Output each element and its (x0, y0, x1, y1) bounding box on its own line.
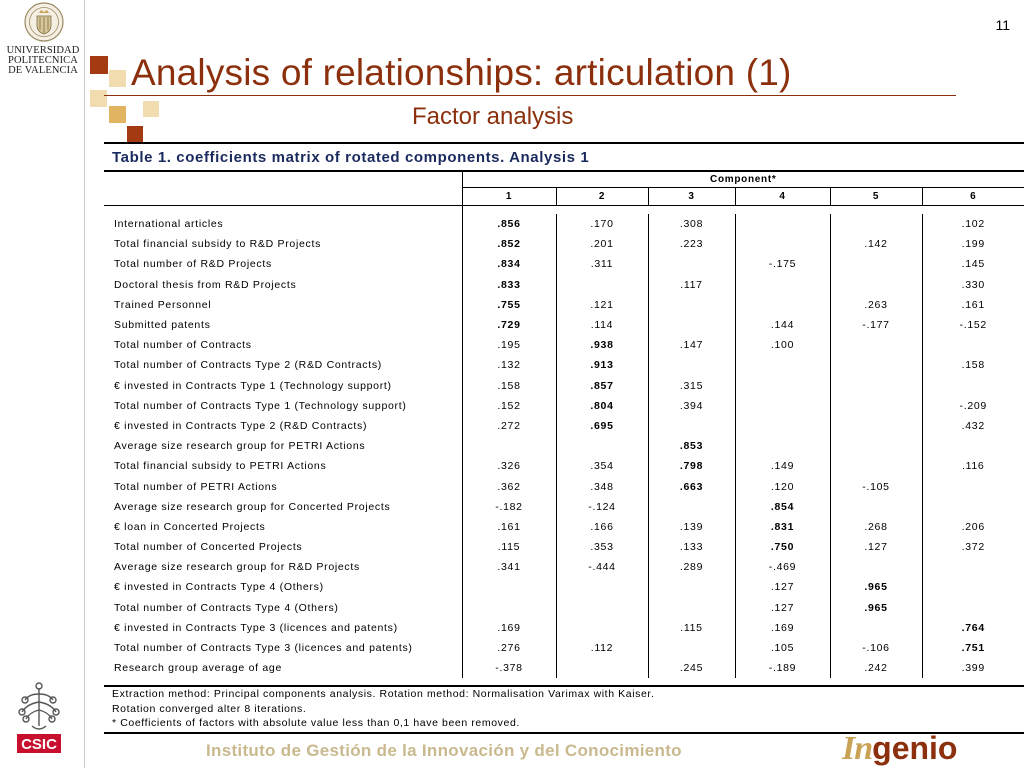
coefficient-cell (735, 436, 830, 456)
coefficient-cell (556, 618, 648, 638)
component-header: Component* (462, 171, 1024, 188)
coefficient-cell (556, 275, 648, 295)
coefficient-cell: .965 (830, 577, 922, 597)
coefficient-cell (830, 456, 922, 476)
csic-logo-icon (12, 680, 66, 756)
coefficient-cell: .115 (462, 537, 556, 557)
row-label: Total number of Contracts (114, 339, 252, 352)
coefficient-cell: -.444 (556, 557, 648, 577)
row-label: International articles (114, 218, 224, 231)
coefficient-cell: .102 (922, 214, 1024, 234)
row-label: Submitted patents (114, 319, 211, 332)
coefficient-cell (922, 476, 1024, 496)
coefficient-cell: .853 (648, 436, 735, 456)
coefficient-cell: .353 (556, 537, 648, 557)
ingenio-logo (842, 730, 957, 768)
coefficient-cell: .432 (922, 416, 1024, 436)
row-label: € invested in Contracts Type 4 (Others) (114, 581, 324, 594)
coefficient-cell (922, 557, 1024, 577)
coefficient-cell: .169 (735, 618, 830, 638)
coefficient-cell: .289 (648, 557, 735, 577)
coefficient-cell (648, 638, 735, 658)
university-name: UNIVERSIDAD POLITECNICA DE VALENCIA (6, 45, 80, 76)
coefficient-cell: .750 (735, 537, 830, 557)
coefficient-cell: .116 (922, 456, 1024, 476)
coefficient-cell (735, 416, 830, 436)
ingenio-logo-prefix: In (842, 730, 873, 767)
coefficient-cell (648, 355, 735, 375)
coefficient-cell: .965 (830, 598, 922, 618)
row-label: Total number of Contracts Type 1 (Technology support) (114, 399, 407, 412)
coefficient-cell (648, 577, 735, 597)
row-label: Doctoral thesis from R&D Projects (114, 278, 297, 291)
coefficient-cell: .315 (648, 376, 735, 396)
coefficient-cell: -.209 (922, 396, 1024, 416)
table-row (104, 638, 1024, 658)
coefficient-cell: -.182 (462, 497, 556, 517)
coefficient-cell (735, 396, 830, 416)
coefficient-cell: .834 (462, 254, 556, 274)
table-top-rule (104, 142, 1024, 144)
coefficient-cell: .127 (830, 537, 922, 557)
title-divider (104, 95, 956, 96)
coefficient-cell: .330 (922, 275, 1024, 295)
coefficient-cell: .326 (462, 456, 556, 476)
coefficient-cell: .399 (922, 658, 1024, 678)
coefficient-cell (556, 658, 648, 678)
coefficient-cell: -.177 (830, 315, 922, 335)
coefficient-cell: .268 (830, 517, 922, 537)
coefficient-cell: .105 (735, 638, 830, 658)
coefficient-cell: .152 (462, 396, 556, 416)
row-label: Total number of Concerted Projects (114, 541, 303, 554)
table-row (104, 214, 1024, 234)
coefficient-cell: .242 (830, 658, 922, 678)
coefficient-cell: -.106 (830, 638, 922, 658)
coefficient-cell (830, 275, 922, 295)
coefficient-cell (462, 436, 556, 456)
coefficient-cell: .114 (556, 315, 648, 335)
coefficient-cell (922, 497, 1024, 517)
column-header: 6 (922, 188, 1024, 206)
row-label: Total financial subsidy to R&D Projects (114, 238, 322, 251)
matrix-body (104, 214, 1024, 678)
upv-seal-icon (24, 2, 64, 42)
table-row (104, 537, 1024, 557)
coefficient-cell: .161 (462, 517, 556, 537)
decorative-square (143, 101, 159, 117)
table-notes (112, 687, 654, 731)
table-caption: Table 1. coefficients matrix of rotated components. Analysis 1 (112, 149, 590, 166)
coefficient-cell: .199 (922, 234, 1024, 254)
row-label: Total number of Contracts Type 3 (licences and patents) (114, 642, 413, 655)
table-row (104, 315, 1024, 335)
table-row (104, 295, 1024, 315)
table-row (104, 416, 1024, 436)
coefficient-cell: .149 (735, 456, 830, 476)
left-sidebar (0, 0, 85, 768)
row-label: € invested in Contracts Type 1 (Technology support) (114, 379, 392, 392)
coefficient-cell: .121 (556, 295, 648, 315)
coefficient-cell: .201 (556, 234, 648, 254)
coefficient-cell: .764 (922, 618, 1024, 638)
coefficient-cell: .852 (462, 234, 556, 254)
coefficient-cell: .394 (648, 396, 735, 416)
coefficient-cell: .663 (648, 476, 735, 496)
note-rotation: Rotation converged alter 8 iterations. (112, 702, 307, 715)
table-row (104, 618, 1024, 638)
coefficient-cell: .938 (556, 335, 648, 355)
coefficient-cell (922, 376, 1024, 396)
coefficient-cell: -.124 (556, 497, 648, 517)
row-label: € invested in Contracts Type 3 (licences and patents) (114, 621, 398, 634)
coefficient-cell: .913 (556, 355, 648, 375)
coefficient-cell: -.105 (830, 476, 922, 496)
coefficient-cell: -.175 (735, 254, 830, 274)
column-header: 5 (830, 188, 922, 206)
row-label: Total number of PETRI Actions (114, 480, 278, 493)
coefficient-cell: .831 (735, 517, 830, 537)
row-label: Total financial subsidy to PETRI Actions (114, 460, 327, 473)
coefficient-cell (556, 577, 648, 597)
coefficient-cell: .120 (735, 476, 830, 496)
table-row (104, 476, 1024, 496)
coefficient-cell (830, 355, 922, 375)
table-row (104, 396, 1024, 416)
coefficient-cell: .195 (462, 335, 556, 355)
coefficient-cell (648, 295, 735, 315)
page-title: Analysis of relationships: articulation (1) (131, 52, 792, 93)
decorative-square (109, 70, 126, 87)
coefficient-cell: .139 (648, 517, 735, 537)
decorative-square (109, 106, 126, 123)
row-label: Total number of Contracts Type 4 (Others) (114, 601, 339, 614)
row-label: Average size research group for Concerted Projects (114, 500, 391, 513)
coefficient-cell (830, 557, 922, 577)
coefficient-cell (830, 436, 922, 456)
coefficient-cell: .362 (462, 476, 556, 496)
csic-label: CSIC (21, 736, 57, 753)
coefficient-cell: .695 (556, 416, 648, 436)
table-row (104, 376, 1024, 396)
table-row (104, 254, 1024, 274)
table-row (104, 456, 1024, 476)
page-subtitle: Factor analysis (412, 103, 574, 130)
coefficient-cell (922, 436, 1024, 456)
coefficient-cell (830, 416, 922, 436)
table-row (104, 234, 1024, 254)
coefficient-cell (735, 295, 830, 315)
coefficient-cell (830, 497, 922, 517)
column-header: 1 (462, 188, 556, 206)
coefficient-cell (462, 598, 556, 618)
table-row (104, 355, 1024, 375)
row-label: € invested in Contracts Type 2 (R&D Contracts) (114, 419, 368, 432)
table-row (104, 497, 1024, 517)
coefficient-cell: -.378 (462, 658, 556, 678)
coefficient-cell (735, 355, 830, 375)
coefficient-cell (922, 577, 1024, 597)
coefficient-cell: .804 (556, 396, 648, 416)
column-header: 2 (556, 188, 648, 206)
coefficient-cell: .115 (648, 618, 735, 638)
table-row (104, 275, 1024, 295)
coefficient-cell: .169 (462, 618, 556, 638)
coefficient-cell: .372 (922, 537, 1024, 557)
coefficient-cell: .729 (462, 315, 556, 335)
decorative-square (127, 126, 143, 142)
coefficient-cell: -.152 (922, 315, 1024, 335)
component-header-row (104, 171, 1024, 188)
coefficient-cell (735, 275, 830, 295)
coefficient-cell (735, 214, 830, 234)
coefficient-cell: .127 (735, 577, 830, 597)
row-label: Average size research group for R&D Projects (114, 561, 360, 574)
coefficient-cell: -.469 (735, 557, 830, 577)
coefficient-cell: .833 (462, 275, 556, 295)
coefficient-cell: .798 (648, 456, 735, 476)
coefficient-cell: .117 (648, 275, 735, 295)
coefficient-cell: .144 (735, 315, 830, 335)
coefficient-cell: .348 (556, 476, 648, 496)
coefficient-cell: .272 (462, 416, 556, 436)
coefficient-cell: .854 (735, 497, 830, 517)
coefficient-cell (830, 214, 922, 234)
coefficient-cell (922, 335, 1024, 355)
table-row (104, 335, 1024, 355)
column-header-row (104, 188, 1024, 206)
coefficient-cell (648, 497, 735, 517)
coefficient-cell (648, 598, 735, 618)
coefficient-cell (648, 315, 735, 335)
coefficient-cell: .223 (648, 234, 735, 254)
coefficient-cell (556, 598, 648, 618)
coefficient-cell: .133 (648, 537, 735, 557)
coefficient-cell: .170 (556, 214, 648, 234)
coefficient-cell: .158 (922, 355, 1024, 375)
coefficient-cell (735, 234, 830, 254)
column-header: 4 (735, 188, 830, 206)
coefficient-cell: .166 (556, 517, 648, 537)
organization-name: Instituto de Gestión de la Innovación y del Conocimiento (206, 741, 682, 760)
table-row (104, 598, 1024, 618)
ingenio-logo-suffix: genio (872, 730, 958, 766)
row-label: Total number of Contracts Type 2 (R&D Contracts) (114, 359, 382, 372)
coefficient-cell: .856 (462, 214, 556, 234)
coefficient-cell: .145 (922, 254, 1024, 274)
coefficient-cell: .311 (556, 254, 648, 274)
coefficient-cell: .751 (922, 638, 1024, 658)
coefficient-cell (462, 577, 556, 597)
coefficient-cell: .127 (735, 598, 830, 618)
coefficient-cell (830, 376, 922, 396)
coefficient-cell: .158 (462, 376, 556, 396)
coefficient-cell (648, 416, 735, 436)
coefficient-cell (830, 335, 922, 355)
coefficient-cell: .276 (462, 638, 556, 658)
decorative-square (90, 56, 108, 74)
coefficient-cell: .142 (830, 234, 922, 254)
coefficient-cell (922, 598, 1024, 618)
decorative-square (90, 90, 107, 107)
coefficient-cell (648, 254, 735, 274)
row-label: € loan in Concerted Projects (114, 520, 266, 533)
row-label: Trained Personnel (114, 298, 212, 311)
coefficient-cell (735, 376, 830, 396)
coefficient-cell: .263 (830, 295, 922, 315)
table-row (104, 557, 1024, 577)
coefficient-cell: .341 (462, 557, 556, 577)
coefficient-cell: .857 (556, 376, 648, 396)
coefficient-cell: .147 (648, 335, 735, 355)
coefficient-cell: .308 (648, 214, 735, 234)
coefficient-cell: .755 (462, 295, 556, 315)
coefficient-cell: .206 (922, 517, 1024, 537)
row-label: Research group average of age (114, 662, 282, 675)
column-header: 3 (648, 188, 735, 206)
coefficient-cell: .354 (556, 456, 648, 476)
table-row (104, 658, 1024, 678)
coefficient-cell (830, 396, 922, 416)
row-label: Total number of R&D Projects (114, 258, 272, 271)
coefficient-cell: .112 (556, 638, 648, 658)
table-row (104, 436, 1024, 456)
table-row (104, 577, 1024, 597)
coefficient-cell: -.189 (735, 658, 830, 678)
page-number: 11 (995, 17, 1010, 33)
coefficient-cell: .132 (462, 355, 556, 375)
coefficient-cell: .100 (735, 335, 830, 355)
table-row (104, 517, 1024, 537)
row-label: Average size research group for PETRI Actions (114, 440, 366, 453)
coefficient-cell (830, 618, 922, 638)
coefficient-cell (830, 254, 922, 274)
note-coefficients: * Coefficients of factors with absolute value less than 0,1 have been removed. (112, 717, 520, 729)
coefficient-cell (556, 436, 648, 456)
note-extraction: Extraction method: Principal components analysis. Rotation method: Normalisation Varimax with Kaiser. (112, 688, 655, 700)
coefficients-matrix (104, 171, 1024, 678)
coefficient-cell: .161 (922, 295, 1024, 315)
coefficient-cell: .245 (648, 658, 735, 678)
